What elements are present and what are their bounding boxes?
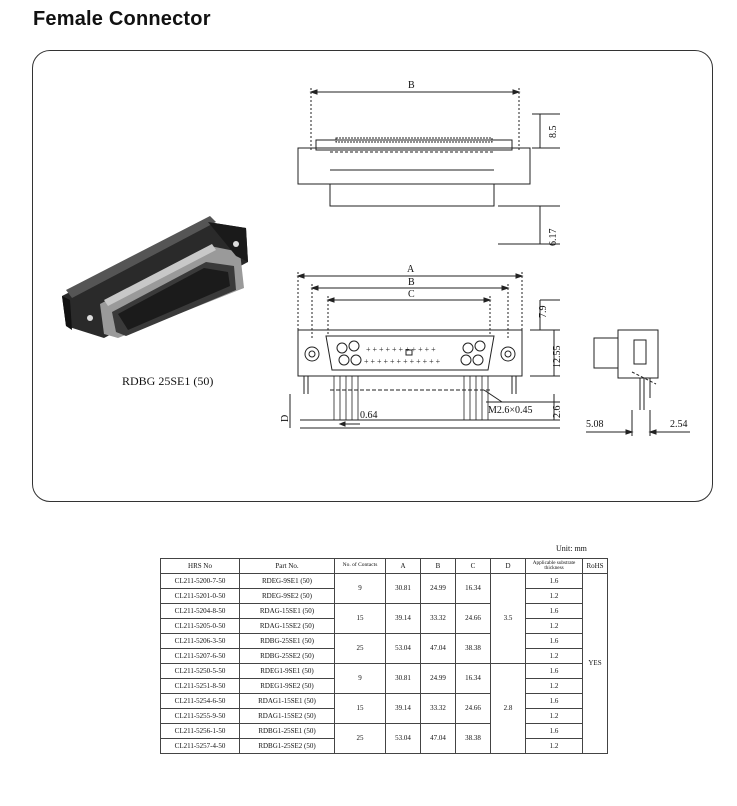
table-row [161,664,608,679]
c-cell: 16.34 [456,574,491,604]
a-cell: 53.04 [386,724,421,754]
b-cell: 47.04 [421,724,456,754]
table-row [161,724,608,739]
thickness-cell: 1.6 [526,724,583,739]
dim-6-17: 6.17 [548,228,559,246]
dim-c: C [408,289,415,300]
hrs-no-cell: CL211-5256-1-50 [161,724,240,739]
a-cell: 30.81 [386,664,421,694]
part-no-cell: RDBG1-25SE2 (50) [240,739,335,754]
part-no-cell: RDAG1-15SE2 (50) [240,709,335,724]
spec-table [160,558,608,754]
b-cell: 33.32 [421,604,456,634]
table-row [161,604,608,619]
svg-text:+ + + + + + + + + + +: + + + + + + + + + + + [366,345,436,354]
hrs-no-cell: CL211-5207-6-50 [161,649,240,664]
part-no-cell: RDEG-9SE1 (50) [240,574,335,589]
col-d: D [491,559,526,574]
c-cell: 24.66 [456,604,491,634]
b-cell: 47.04 [421,634,456,664]
col-hrs-no: HRS No [161,559,240,574]
rohs-cell: YES [583,574,608,754]
c-cell: 16.34 [456,664,491,694]
thickness-cell: 1.6 [526,574,583,589]
table-row [161,634,608,649]
dim-8-5: 8.5 [548,125,559,138]
dim-b: B [408,277,415,288]
dim-0-64: 0.64 [360,410,378,421]
part-no-cell: RDEG1-9SE1 (50) [240,664,335,679]
contacts-cell: 25 [335,634,386,664]
part-no-cell: RDBG1-25SE1 (50) [240,724,335,739]
figure-caption: RDBG 25SE1 (50) [122,374,214,388]
thickness-cell: 1.2 [526,619,583,634]
part-no-cell: RDEG1-9SE2 (50) [240,679,335,694]
contacts-cell: 9 [335,664,386,694]
a-cell: 39.14 [386,694,421,724]
svg-text:+ + + + + + + + + + + +: + + + + + + + + + + + + [364,357,441,366]
thickness-cell: 1.2 [526,649,583,664]
thickness-cell: 1.2 [526,709,583,724]
dim-12-55: 12.55 [552,345,563,368]
d-cell: 2.8 [491,664,526,754]
contacts-cell: 25 [335,724,386,754]
dim-a: A [407,264,415,275]
b-cell: 24.99 [421,574,456,604]
hrs-no-cell: CL211-5257-4-50 [161,739,240,754]
connector-photo [62,216,248,338]
col-rohs: RoHS [583,559,608,574]
part-no-cell: RDAG-15SE2 (50) [240,619,335,634]
contacts-cell: 9 [335,574,386,604]
col-contacts: No. of Contacts [335,559,386,574]
hrs-no-cell: CL211-5206-3-50 [161,634,240,649]
table-row [161,694,608,709]
a-cell: 53.04 [386,634,421,664]
col-c: C [456,559,491,574]
thickness-cell: 1.6 [526,694,583,709]
top-view [298,88,560,244]
hrs-no-cell: CL211-5204-8-50 [161,604,240,619]
c-cell: 38.38 [456,724,491,754]
col-part-no: Part No. [240,559,335,574]
part-no-cell: RDAG1-15SE1 (50) [240,694,335,709]
dim-2-54: 2.54 [670,419,688,430]
part-no-cell: RDBG-25SE1 (50) [240,634,335,649]
dim-d: D [280,414,291,422]
a-cell: 30.81 [386,574,421,604]
dim-2-6: 2.6 [552,405,563,418]
c-cell: 24.66 [456,694,491,724]
thickness-cell: 1.2 [526,739,583,754]
hrs-no-cell: CL211-5254-6-50 [161,694,240,709]
col-thickness: Applicable substrate thickness [526,559,583,574]
hrs-no-cell: CL211-5201-0-50 [161,589,240,604]
hrs-no-cell: CL211-5200-7-50 [161,574,240,589]
col-a: A [386,559,421,574]
unit-label: Unit: mm [556,544,587,553]
d-cell: 3.5 [491,574,526,664]
table-row [161,574,608,589]
col-b: B [421,559,456,574]
dim-thread: M2.6×0.45 [488,405,533,416]
dim-7-9: 7.9 [538,305,549,318]
part-no-cell: RDBG-25SE2 (50) [240,649,335,664]
contacts-cell: 15 [335,604,386,634]
thickness-cell: 1.2 [526,589,583,604]
part-no-cell: RDAG-15SE1 (50) [240,604,335,619]
b-cell: 33.32 [421,694,456,724]
thickness-cell: 1.2 [526,679,583,694]
table-header-row [161,559,608,574]
hrs-no-cell: CL211-5205-0-50 [161,619,240,634]
page-title: Female Connector [33,8,211,30]
part-no-cell: RDEG-9SE2 (50) [240,589,335,604]
dim-b-top: B [408,80,415,91]
dim-5-08: 5.08 [586,419,604,430]
c-cell: 38.38 [456,634,491,664]
thickness-cell: 1.6 [526,634,583,649]
b-cell: 24.99 [421,664,456,694]
thickness-cell: 1.6 [526,664,583,679]
hrs-no-cell: CL211-5250-5-50 [161,664,240,679]
thickness-cell: 1.6 [526,604,583,619]
a-cell: 39.14 [386,604,421,634]
contacts-cell: 15 [335,694,386,724]
hrs-no-cell: CL211-5255-9-50 [161,709,240,724]
hrs-no-cell: CL211-5251-8-50 [161,679,240,694]
